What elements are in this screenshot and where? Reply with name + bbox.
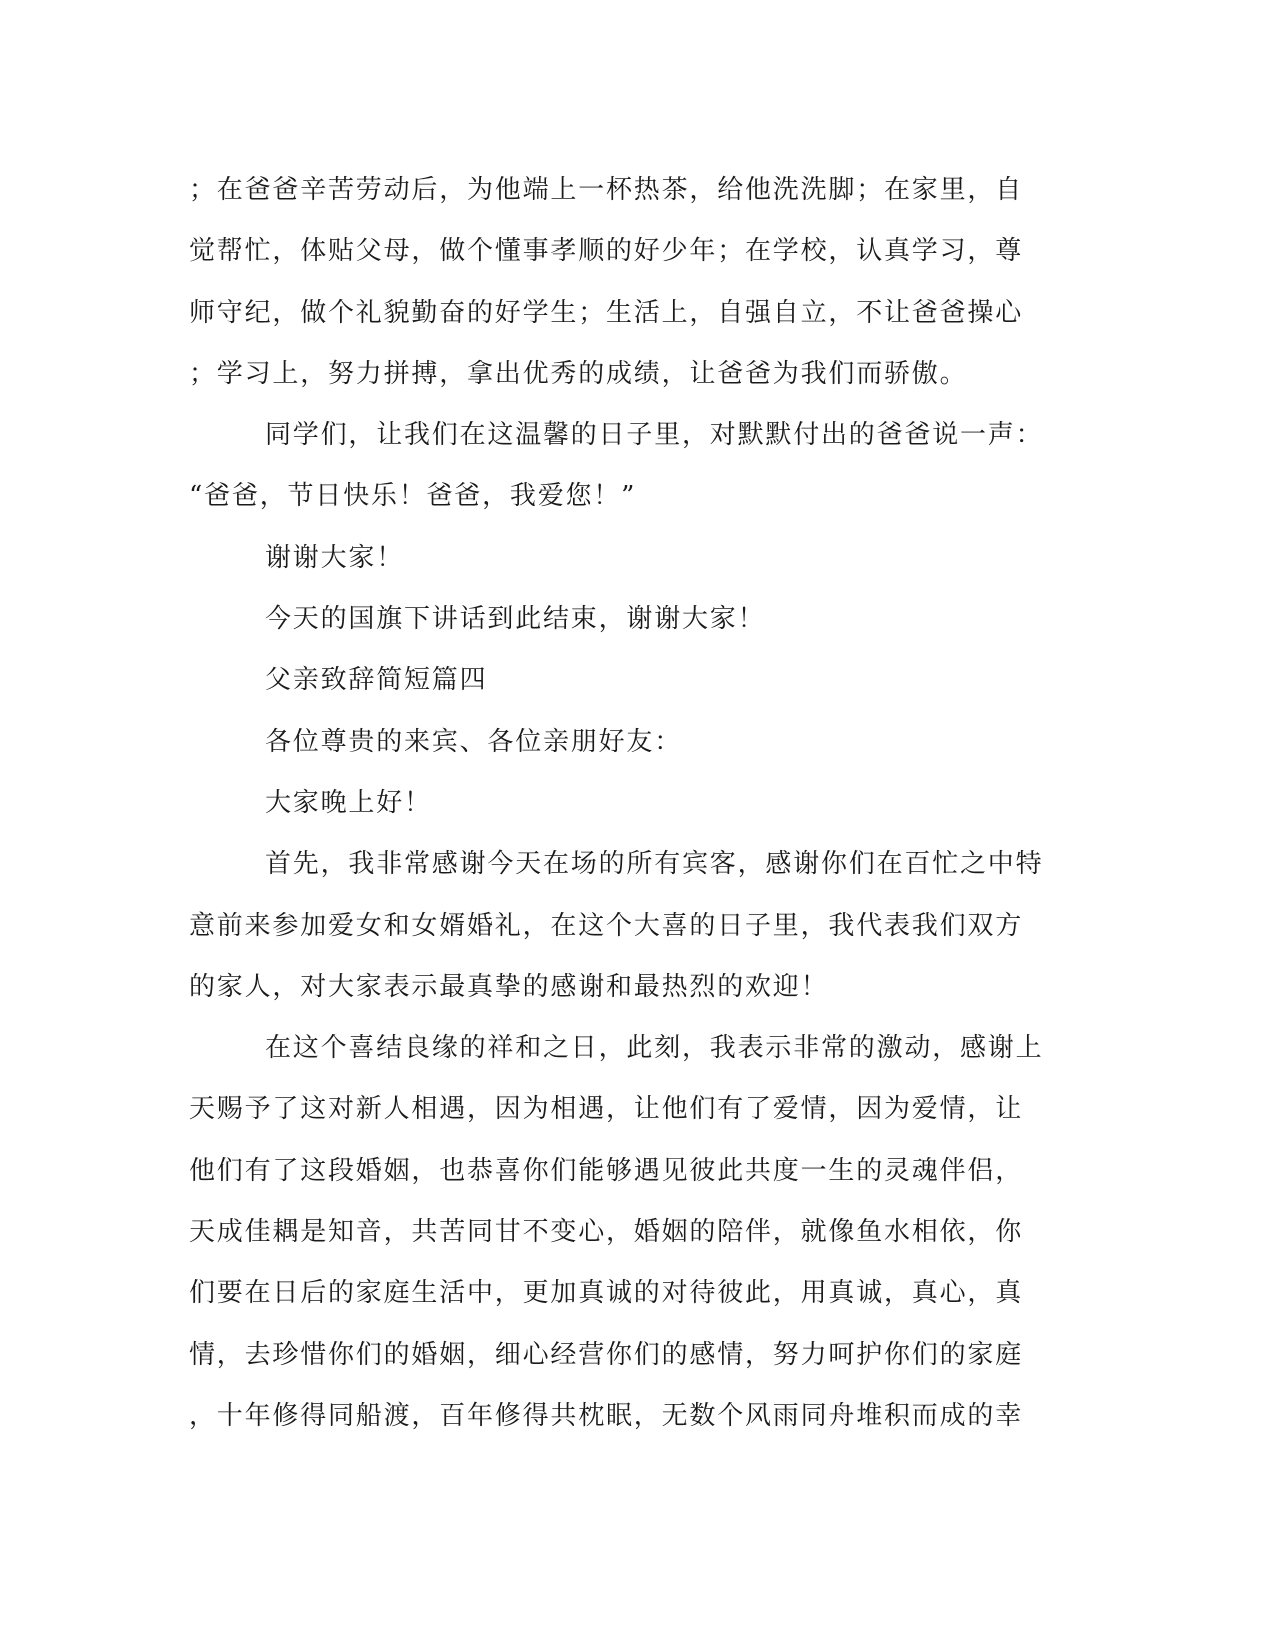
text-line: 师守纪，做个礼貌勤奋的好学生；生活上，自强自立，不让爸爸操心 [189,297,1024,328]
text-line: ；在爸爸辛苦劳动后，为他端上一杯热茶，给他洗洗脚；在家里，自 [189,175,1024,205]
document-body [189,160,1089,1447]
text-line: ，十年修得同船渡，百年修得共枕眠，无数个风雨同舟堆积而成的幸 [189,1400,1024,1431]
text-line: 天成佳耦是知音，共苦同甘不变心，婚姻的陪伴，就像鱼水相依，你 [189,1217,1024,1248]
text-line: 意前来参加爱女和女婿婚礼，在这个大喜的日子里，我代表我们双方 [189,910,1024,941]
text-line: ；学习上，努力拼搏，拿出优秀的成绩，让爸爸为我们而骄傲。 [189,358,968,389]
greeting-line: 大家晚上好！ [265,787,432,818]
text-line: 天赐予了这对新人相遇，因为相遇，让他们有了爱情，因为爱情，让 [189,1094,1024,1125]
text-line: 的家人，对大家表示最真挚的感谢和最热烈的欢迎！ [189,971,829,1002]
text-line: 情，去珍惜你们的婚姻，细心经营你们的感情，努力呵护你们的家庭 [189,1339,1024,1370]
text-line: 他们有了这段婚姻，也恭喜你们能够遇见彼此共度一生的灵魂伴侣， [189,1155,1024,1186]
paragraph-start-line: 谢谢大家！ [265,542,405,573]
paragraph-start-line: 首先，我非常感谢今天在场的所有宾客，感谢你们在百忙之中特 [265,849,1044,880]
salutation-line: 各位尊贵的来宾、各位亲朋好友： [265,726,683,757]
paragraph-start-line: 今天的国旗下讲话到此结束，谢谢大家！ [265,604,766,635]
text-line: 们要在日后的家庭生活中，更加真诚的对待彼此，用真诚，真心，真 [189,1278,1024,1309]
text-line: “爸爸，节日快乐！爸爸，我爱您！” [189,481,637,512]
section-heading: 父亲致辞简短篇四 [265,665,488,696]
text-line: 觉帮忙，体贴父母，做个懂事孝顺的好少年；在学校，认真学习，尊 [189,236,1024,267]
paragraph-start-line: 在这个喜结良缘的祥和之日，此刻，我表示非常的激动，感谢上 [265,1033,1044,1064]
paragraph-start-line: 同学们，让我们在这温馨的日子里，对默默付出的爸爸说一声： [265,420,1044,451]
